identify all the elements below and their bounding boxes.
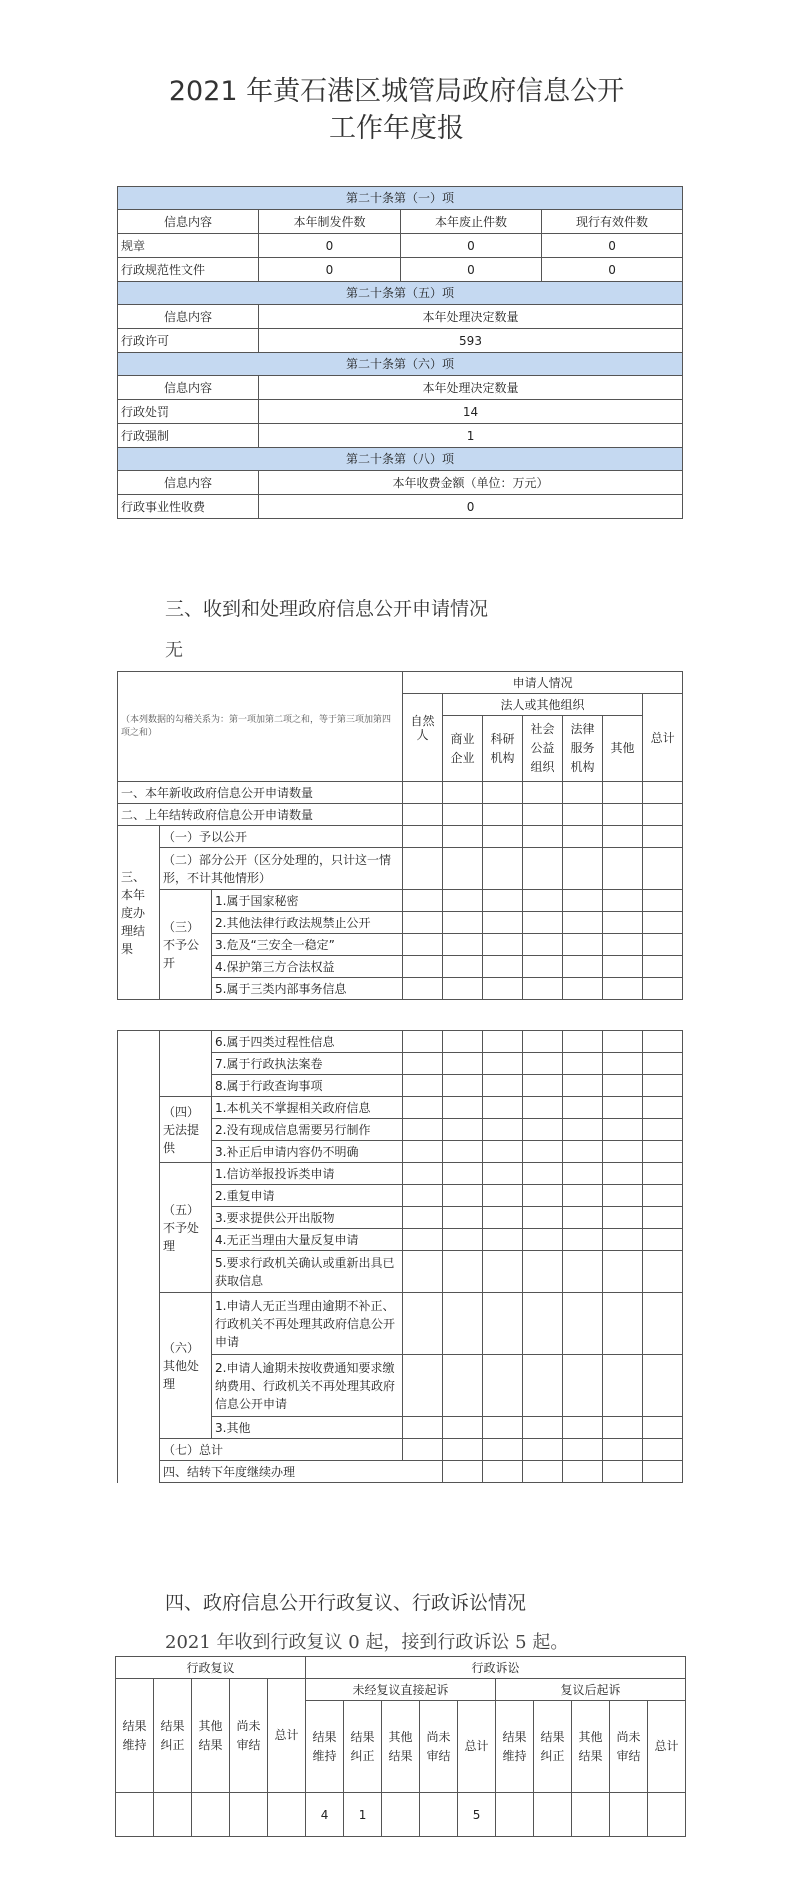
row-label: 1.申请人无正当理由逾期不补正、行政机关不再处理其政府信息公开申请 (212, 1293, 403, 1355)
section3-heading: 三、收到和处理政府信息公开申请情况 (165, 598, 489, 620)
table-row (118, 1031, 683, 1053)
col-pending: 尚未审结 (230, 1679, 268, 1793)
row-label: 行政许可 (118, 329, 259, 353)
cell-value: 0 (259, 258, 401, 282)
lawsuit-header: 行政诉讼 (306, 1657, 686, 1679)
col-total: 总计 (648, 1701, 686, 1793)
col-header: 信息内容 (118, 376, 259, 400)
section3-none: 无 (165, 640, 183, 661)
cell-value: 5 (458, 1793, 496, 1837)
row-label: 行政强制 (118, 424, 259, 448)
col-other: 其他结果 (382, 1701, 420, 1793)
after-review-header: 复议后起诉 (496, 1679, 686, 1701)
row-label: 3.补正后申请内容仍不明确 (212, 1141, 403, 1163)
table-row (118, 848, 683, 890)
direct-suit-header: 未经复议直接起诉 (306, 1679, 496, 1701)
col-header: 现行有效件数 (542, 210, 683, 234)
cell-value: 4 (306, 1793, 344, 1837)
cell-value: 14 (259, 400, 683, 424)
row-label: 行政处罚 (118, 400, 259, 424)
row-label: 3.要求提供公开出版物 (212, 1207, 403, 1229)
row-label: 7.属于行政执法案卷 (212, 1053, 403, 1075)
table-row (118, 890, 683, 912)
cell-value (116, 1793, 154, 1837)
table-row (118, 1163, 683, 1185)
cell-value: 0 (401, 258, 542, 282)
row-label: 2.其他法律行政法规禁止公开 (212, 912, 403, 934)
row-label: 四、结转下年度继续办理 (160, 1461, 443, 1483)
cell-value (154, 1793, 192, 1837)
table-row (118, 826, 683, 848)
row-label: 行政规范性文件 (118, 258, 259, 282)
table-row (118, 782, 683, 804)
col-maintain: 结果维持 (116, 1679, 154, 1793)
table-row (118, 1097, 683, 1119)
row-label: 规章 (118, 234, 259, 258)
col-pending: 尚未审结 (420, 1701, 458, 1793)
cell-value (382, 1793, 420, 1837)
report-title-line1: 2021 年黄石港区城管局政府信息公开 (168, 76, 625, 107)
col-header: 本年废止件数 (401, 210, 542, 234)
col-legal-service: 法律服务机构 (563, 716, 603, 782)
cell-value (230, 1793, 268, 1837)
col-header: 本年处理决定数量 (259, 305, 683, 329)
cell-value (534, 1793, 572, 1837)
row-label: 1.本机关不掌握相关政府信息 (212, 1097, 403, 1119)
sub-group-label: （五）不予处理 (160, 1163, 212, 1293)
cell-value: 593 (259, 329, 683, 353)
cell-value: 0 (542, 258, 683, 282)
col-maintain: 结果维持 (306, 1701, 344, 1793)
cell-value (496, 1793, 534, 1837)
cell-value (610, 1793, 648, 1837)
col-research: 科研机构 (483, 716, 523, 782)
cell-value (268, 1793, 306, 1837)
col-header: 信息内容 (118, 210, 259, 234)
col-header: 本年处理决定数量 (259, 376, 683, 400)
section4-paragraph: 2021 年收到行政复议 0 起，接到行政诉讼 5 起。 (165, 1632, 569, 1653)
row-label: 5.要求行政机关确认或重新出具已获取信息 (212, 1251, 403, 1293)
table-row (118, 1461, 683, 1483)
table-review-lawsuit (115, 1656, 686, 1837)
article-1-header: 第二十条第（一）项 (118, 187, 683, 210)
col-total: 总计 (458, 1701, 496, 1793)
row-label: 2.没有现成信息需要另行制作 (212, 1119, 403, 1141)
review-header: 行政复议 (116, 1657, 306, 1679)
cell-value (648, 1793, 686, 1837)
col-other: 其他结果 (572, 1701, 610, 1793)
row-label: 3.其他 (212, 1417, 403, 1439)
row-label: （一）予以公开 (160, 826, 403, 848)
row-label: （二）部分公开（区分处理的，只计这一情形，不计其他情形） (160, 848, 403, 890)
cell-value (420, 1793, 458, 1837)
cell-value: 1 (259, 424, 683, 448)
cell-value: 1 (344, 1793, 382, 1837)
col-business: 商业企业 (443, 716, 483, 782)
article-6-header: 第二十条第（六）项 (118, 353, 683, 376)
article-5-header: 第二十条第（五）项 (118, 282, 683, 305)
col-header: 本年制发件数 (259, 210, 401, 234)
row-label: 4.保护第三方合法权益 (212, 956, 403, 978)
table-row (116, 1793, 686, 1837)
col-correct: 结果纠正 (534, 1701, 572, 1793)
table-row (118, 1293, 683, 1355)
natural-person-header: 自然人 (403, 694, 443, 782)
legal-entity-header: 法人或其他组织 (443, 694, 643, 716)
col-other: 其他 (603, 716, 643, 782)
row-label: 1.信访举报投诉类申请 (212, 1163, 403, 1185)
cell-value: 0 (542, 234, 683, 258)
total-header: 总计 (643, 694, 683, 782)
col-correct: 结果纠正 (154, 1679, 192, 1793)
row-label: 4.无正当理由大量反复申请 (212, 1229, 403, 1251)
col-public-welfare: 社会公益组织 (523, 716, 563, 782)
cell-value: 0 (401, 234, 542, 258)
row-label: 行政事业性收费 (118, 495, 259, 519)
col-other: 其他结果 (192, 1679, 230, 1793)
table-row (118, 1439, 683, 1461)
applicant-header: 申请人情况 (403, 672, 683, 694)
sub-group-label: （三）不予公开 (160, 890, 212, 1000)
table-applications-part1 (117, 671, 683, 1000)
row-group-label: 三、本年度办理结果 (118, 826, 160, 1000)
report-title-line2: 工作年度报 (329, 113, 464, 144)
cell-value (572, 1793, 610, 1837)
sub-group-label: （四）无法提供 (160, 1097, 212, 1163)
row-label: 二、上年结转政府信息公开申请数量 (118, 804, 403, 826)
article-8-header: 第二十条第（八）项 (118, 448, 683, 471)
cell-value: 0 (259, 495, 683, 519)
sub-group-label: （六）其他处理 (160, 1293, 212, 1439)
row-label: 一、本年新收政府信息公开申请数量 (118, 782, 403, 804)
table-article20 (117, 186, 683, 519)
table-row (118, 804, 683, 826)
col-header: 本年收费金额（单位：万元） (259, 471, 683, 495)
row-label: 1.属于国家秘密 (212, 890, 403, 912)
row-label: 5.属于三类内部事务信息 (212, 978, 403, 1000)
row-label: （七）总计 (160, 1439, 403, 1461)
row-label: 3.危及“三安全一稳定” (212, 934, 403, 956)
col-total: 总计 (268, 1679, 306, 1793)
row-label: 8.属于行政查询事项 (212, 1075, 403, 1097)
col-header: 信息内容 (118, 305, 259, 329)
cell-value (192, 1793, 230, 1837)
col-maintain: 结果维持 (496, 1701, 534, 1793)
table-applications-part2 (117, 1030, 683, 1483)
section4-heading: 四、政府信息公开行政复议、行政诉讼情况 (165, 1592, 527, 1614)
col-correct: 结果纠正 (344, 1701, 382, 1793)
row-label: 6.属于四类过程性信息 (212, 1031, 403, 1053)
row-label: 2.申请人逾期未按收费通知要求缴纳费用、行政机关不再处理其政府信息公开申请 (212, 1355, 403, 1417)
col-pending: 尚未审结 (610, 1701, 648, 1793)
row-label: 2.重复申请 (212, 1185, 403, 1207)
cell-value: 0 (259, 234, 401, 258)
note-cell: （本列数据的勾稽关系为：第一项加第二项之和，等于第三项加第四项之和） (118, 672, 403, 782)
col-header: 信息内容 (118, 471, 259, 495)
